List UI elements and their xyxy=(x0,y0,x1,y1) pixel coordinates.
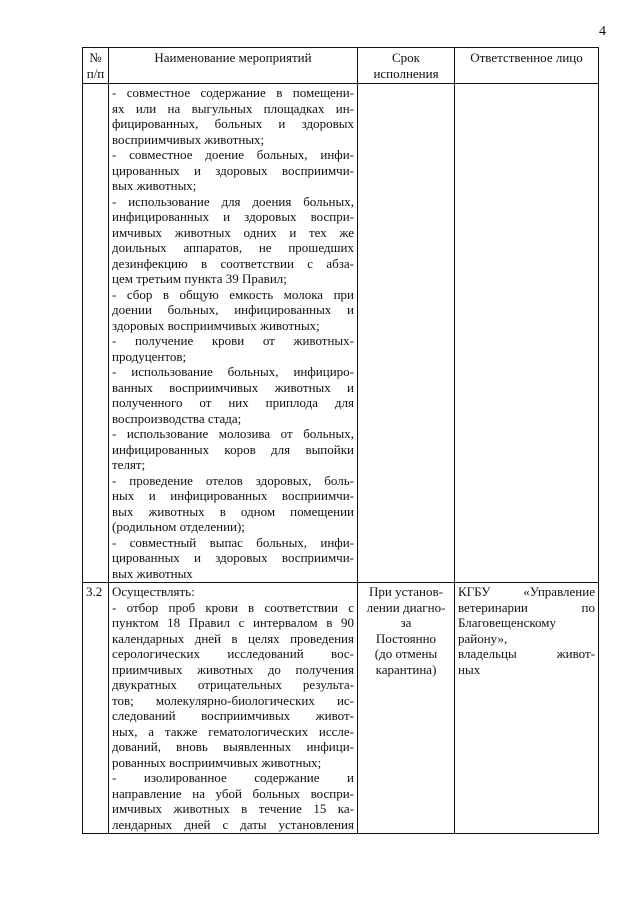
text-line: Осуществлять: xyxy=(112,584,195,599)
text-line: - использование молозива от больных, xyxy=(112,426,354,441)
text-line: лении диагно- xyxy=(366,599,446,615)
text-line: - изолированное содержание и xyxy=(112,770,354,785)
text-line: (родильном отделении); xyxy=(112,519,245,534)
text-line: вых животных; xyxy=(112,178,197,193)
table-header-row xyxy=(83,48,599,84)
text-line: - использование больных, инфициро- xyxy=(112,364,354,379)
responsible-text xyxy=(458,584,595,677)
text-line: имчивых животных в течение 15 ка- xyxy=(112,801,354,816)
header-name xyxy=(109,48,358,84)
text-line: ных xyxy=(458,661,481,677)
text-line: Постоянно xyxy=(375,630,437,646)
table-row xyxy=(83,583,599,834)
text-line: цированных и здоровых восприимчи- xyxy=(112,550,354,565)
text-line: здоровых восприимчивых животных; xyxy=(112,317,320,333)
header-term-label: Срок исполнения xyxy=(373,50,439,81)
header-num xyxy=(83,48,109,84)
text-line: ях или на выгульных площадках ин- xyxy=(112,100,354,116)
cell-responsible xyxy=(455,84,599,583)
text-line: дований, вновь выявленных инфици- xyxy=(112,739,354,754)
text-line: - сбор в общую емкость молока при xyxy=(112,286,354,302)
cell-name xyxy=(109,84,358,583)
header-num-label: № п/п xyxy=(86,50,105,81)
text-line: - совместный выпас больных, инфи- xyxy=(112,534,354,550)
text-line: тов; молекулярно-биологических ис- xyxy=(112,692,354,708)
text-line: направление на убой больных воспри- xyxy=(112,785,354,801)
text-line: - использование для доения больных, xyxy=(112,193,354,209)
text-line: телят; xyxy=(112,457,146,472)
cell-num: 3.2 xyxy=(83,583,109,834)
text-line: КГБУ «Управление xyxy=(458,584,595,599)
text-line: При установ- xyxy=(369,584,443,599)
text-line: - совместное доение больных, инфи- xyxy=(112,147,354,162)
text-line: ных и инфицированных восприимчи- xyxy=(112,488,354,503)
measures-table xyxy=(82,47,599,834)
text-line: - получение крови от животных- xyxy=(112,333,354,348)
term-text xyxy=(361,584,451,677)
text-line: Благовещенскому xyxy=(458,615,557,630)
text-line: имчивых животных одних и тех же xyxy=(112,224,354,240)
text-line: карантина) xyxy=(375,661,437,677)
text-line: пунктом 18 Правил с интервалом в 90 xyxy=(112,615,354,630)
text-line: дезинфекцию в соответствии с абза- xyxy=(112,255,354,271)
text-line: - отбор проб крови в соответствии с xyxy=(112,599,354,615)
cell-term xyxy=(358,583,455,834)
text-line: ванных восприимчивых животных и xyxy=(112,379,354,395)
text-line: доильных аппаратов, не прошедших xyxy=(112,240,354,255)
text-line: рованных восприимчивых животных; xyxy=(112,754,322,770)
text-line: вых животных в одном помещении xyxy=(112,503,354,519)
text-line: лендарных дней с даты установления xyxy=(112,816,354,832)
text-line: восприимчивых животных; xyxy=(112,131,265,147)
text-line: приимчивых животных до получения xyxy=(112,661,354,677)
text-line: району», xyxy=(458,630,508,646)
text-line: продуцентов; xyxy=(112,348,187,364)
header-name-label: Наименование мероприятий xyxy=(154,50,312,65)
text-line: инфицированных и здоровых воспри- xyxy=(112,209,354,224)
table-row xyxy=(83,84,599,583)
text-line: - совместное содержание в помещени- xyxy=(112,85,354,100)
text-line: цем третьим пункта 39 Правил; xyxy=(112,271,287,286)
text-line: владельцы живот- xyxy=(458,646,595,661)
cell-responsible xyxy=(455,583,599,834)
header-responsible-label: Ответственное лицо xyxy=(470,50,583,65)
text-line: доении больных, инфицированных и xyxy=(112,302,354,317)
page-number: 4 xyxy=(599,24,606,39)
text-line: - проведение отелов здоровых, боль- xyxy=(112,472,354,488)
text-line: за xyxy=(400,615,412,630)
text-line: (до отмены xyxy=(374,646,438,661)
text-line: двукратных отрицательных результа- xyxy=(112,677,354,692)
text-line: полученного от них приплода для xyxy=(112,395,354,410)
text-line: цированных и здоровых восприимчи- xyxy=(112,162,354,178)
text-line: следований восприимчивых живот- xyxy=(112,708,354,723)
text-line: воспроизводства стада; xyxy=(112,410,242,426)
text-line: инфицированных коров для выпойки xyxy=(112,441,354,457)
text-line: вых животных xyxy=(112,565,193,581)
cell-num xyxy=(83,84,109,583)
text-line: фицированных, больных и здоровых xyxy=(112,116,354,131)
measure-text xyxy=(112,584,354,832)
header-responsible xyxy=(455,48,599,84)
text-line: ветеринарии по xyxy=(458,599,595,615)
cell-name xyxy=(109,583,358,834)
text-line: календарных дней в целях проведения xyxy=(112,630,354,646)
text-line: серологических исследований вос- xyxy=(112,646,354,661)
header-term xyxy=(358,48,455,84)
measure-text xyxy=(112,85,354,581)
cell-term xyxy=(358,84,455,583)
text-line: ных, а также гематологических иссле- xyxy=(112,723,354,739)
